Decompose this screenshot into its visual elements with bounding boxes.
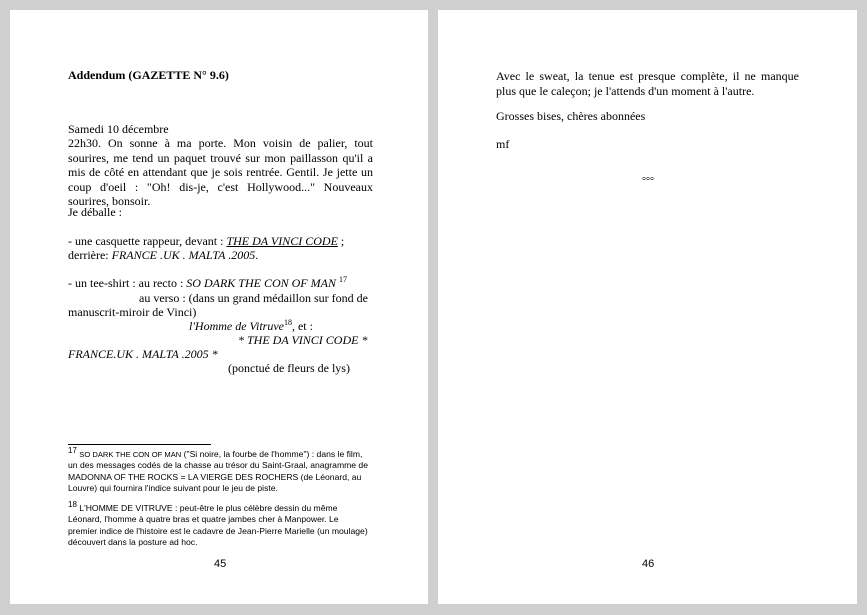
tee-back-cont: manuscrit-miroir de Vinci) xyxy=(68,305,197,319)
signature: mf xyxy=(496,137,510,151)
cap-sep: ; xyxy=(337,234,345,248)
cap-line xyxy=(68,234,344,249)
footnote-17-caps: SO DARK THE CON OF MAN xyxy=(79,450,182,459)
footnote-17 xyxy=(68,446,370,495)
tee-back-line: au verso : (dans un grand médaillon sur fond de xyxy=(139,291,368,305)
footnote-17-number: 17 xyxy=(68,446,77,456)
paragraph-arrival: 22h30. On sonne à ma porte. Mon voisin de palier, tout sourires, me tend un paquet trouvé sur mon paillasson qu'il a mis de côté en attendant que je sois rentrée. Gentil. Je jette un coup d'oeil : "Oh! dis-je, c'est Hollywood..." Nouveaux sourires, bonsoir. xyxy=(68,136,373,208)
footnote-17-text: ("Si noire, la fourbe de l'homme") : dans le film, un des messages codés de la chasse au trésor du Saint-Graal, anagramme de MADONNA OF THE ROCKS = LA VIERGE DES ROCHERS (de Léonard, au Louvre) qui fournira l'indice suivant pour le jeu de piste. xyxy=(68,449,368,494)
cap-back-text: FRANCE .UK . MALTA .2005 xyxy=(111,248,256,262)
davinci-line: * THE DA VINCI CODE * xyxy=(238,333,368,347)
footnote-18-text: L'HOMME DE VITRUVE : peut-être le plus célèbre dessin du même Léonard, l'homme à quatre bras et quatre jambes cher à Manpower. Le premier indice de l'histoire est le cadavre de Jean-Pierre Marielle (un moulage) découvert dans la posture ad hoc. xyxy=(68,503,368,548)
page-number-right: 46 xyxy=(642,558,655,570)
fleurs-line: (ponctué de fleurs de lys) xyxy=(228,361,350,375)
footnote-18 xyxy=(68,500,370,549)
paragraph-caleon: Avec le sweat, la tenue est presque complète, il ne manque plus que le caleçon; je l'attends d'un moment à l'autre. xyxy=(496,69,799,98)
left-page xyxy=(10,10,428,604)
footnote-divider xyxy=(68,444,211,445)
tee-front-text: SO DARK THE CON OF MAN xyxy=(186,276,336,290)
tee-prefix: - un tee-shirt : au recto : xyxy=(68,276,187,290)
right-page xyxy=(438,10,857,604)
cap-back-end: . xyxy=(255,248,259,262)
ornament: °°° xyxy=(642,176,654,187)
france-line: FRANCE.UK . MALTA .2005 * xyxy=(68,347,218,361)
cap-back-line xyxy=(68,248,258,263)
footnote-ref-17: 17 xyxy=(338,275,347,284)
footnote-18-number: 18 xyxy=(68,500,77,510)
cap-back-prefix: derrière: xyxy=(68,248,112,262)
vitruve-text: l'Homme de Vitruve xyxy=(189,319,284,333)
cap-prefix: - une casquette rappeur, devant : xyxy=(68,234,227,248)
vitruve-end: , et : xyxy=(291,319,313,333)
farewell-line: Grosses bises, chères abonnées xyxy=(496,109,646,123)
vitruve-line xyxy=(189,319,313,334)
footnote-ref-18: 18 xyxy=(283,318,292,327)
cap-title: THE DA VINCI CODE xyxy=(226,234,338,248)
addendum-title: Addendum (GAZETTE N° 9.6) xyxy=(68,68,229,82)
date-line: Samedi 10 décembre xyxy=(68,122,169,136)
unpack-line: Je déballe : xyxy=(68,205,122,219)
tee-line xyxy=(68,276,347,291)
page-number-left: 45 xyxy=(214,558,227,570)
